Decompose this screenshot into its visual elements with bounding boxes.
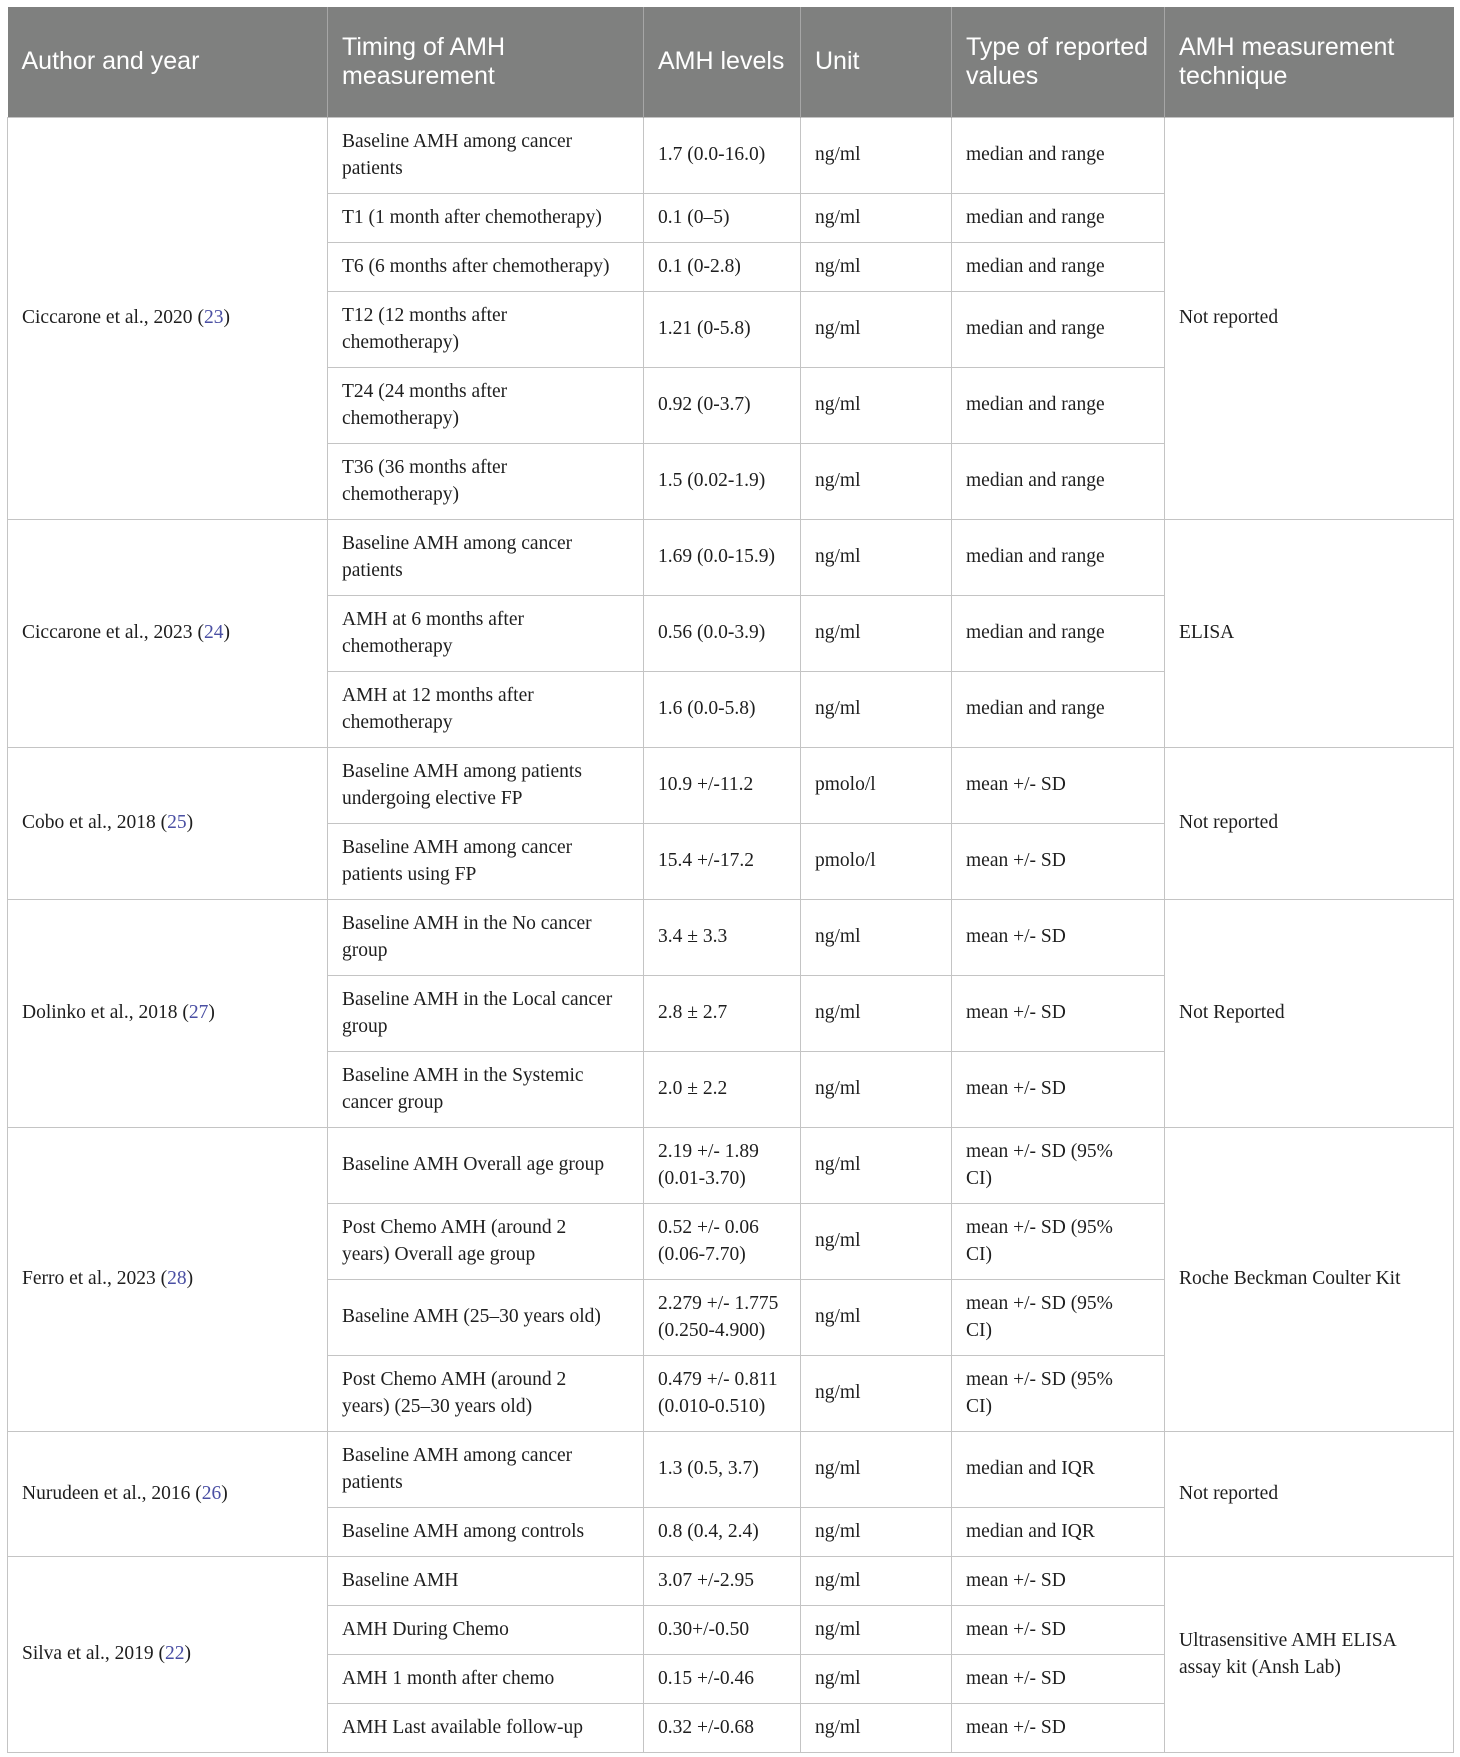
amh-levels-cell: 1.69 (0.0-15.9)	[644, 519, 801, 595]
unit-cell: ng/ml	[801, 1279, 952, 1355]
author-cell: Silva et al., 2019 (22)	[8, 1556, 328, 1752]
amh-table	[7, 7, 1454, 1753]
timing-cell: Post Chemo AMH (around 2 years) Overall age group	[328, 1203, 644, 1279]
reference-link[interactable]: 27	[188, 1002, 209, 1024]
unit-cell: ng/ml	[801, 1507, 952, 1556]
timing-cell: AMH at 6 months after chemotherapy	[328, 595, 644, 671]
value-type-cell: median and range	[952, 671, 1165, 747]
amh-levels-cell: 0.30+/-0.50	[644, 1605, 801, 1654]
amh-levels-cell: 2.279 +/- 1.775 (0.250-4.900)	[644, 1279, 801, 1355]
author-name: Silva et al., 2019	[22, 1643, 154, 1665]
timing-cell: AMH 1 month after chemo	[328, 1654, 644, 1703]
value-type-cell: median and range	[952, 291, 1165, 367]
amh-levels-cell: 3.07 +/-2.95	[644, 1556, 801, 1605]
amh-levels-cell: 0.15 +/-0.46	[644, 1654, 801, 1703]
timing-cell: Baseline AMH in the Local cancer group	[328, 975, 644, 1051]
value-type-cell: mean +/- SD	[952, 1654, 1165, 1703]
technique-cell: Not reported	[1165, 1431, 1454, 1556]
author-name: Dolinko et al., 2018	[22, 1002, 178, 1024]
technique-cell: ELISA	[1165, 519, 1454, 747]
timing-cell: AMH During Chemo	[328, 1605, 644, 1654]
table-row	[8, 1127, 1454, 1203]
table-row	[8, 117, 1454, 193]
amh-levels-cell: 3.4 ± 3.3	[644, 899, 801, 975]
unit-cell: ng/ml	[801, 242, 952, 291]
value-type-cell: mean +/- SD	[952, 899, 1165, 975]
value-type-cell: median and range	[952, 193, 1165, 242]
unit-cell: ng/ml	[801, 1654, 952, 1703]
value-type-cell: mean +/- SD	[952, 1703, 1165, 1752]
unit-cell: ng/ml	[801, 1203, 952, 1279]
unit-cell: ng/ml	[801, 519, 952, 595]
timing-cell: Baseline AMH among cancer patients using FP	[328, 823, 644, 899]
unit-cell: ng/ml	[801, 1051, 952, 1127]
unit-cell: ng/ml	[801, 671, 952, 747]
author-cell: Cobo et al., 2018 (25)	[8, 747, 328, 899]
timing-cell: AMH at 12 months after chemotherapy	[328, 671, 644, 747]
value-type-cell: mean +/- SD	[952, 1556, 1165, 1605]
value-type-cell: mean +/- SD	[952, 975, 1165, 1051]
header-row	[8, 7, 1454, 117]
author-cell: Ciccarone et al., 2020 (23)	[8, 117, 328, 519]
timing-cell: Baseline AMH (25–30 years old)	[328, 1279, 644, 1355]
timing-cell: AMH Last available follow-up	[328, 1703, 644, 1752]
amh-levels-cell: 0.479 +/- 0.811 (0.010-0.510)	[644, 1355, 801, 1431]
author-name: Ciccarone et al., 2023	[22, 622, 193, 644]
unit-cell: pmolo/l	[801, 823, 952, 899]
value-type-cell: mean +/- SD	[952, 747, 1165, 823]
technique-cell: Roche Beckman Coulter Kit	[1165, 1127, 1454, 1431]
unit-cell: ng/ml	[801, 1556, 952, 1605]
timing-cell: Post Chemo AMH (around 2 years) (25–30 years old)	[328, 1355, 644, 1431]
amh-levels-cell: 0.8 (0.4, 2.4)	[644, 1507, 801, 1556]
amh-levels-cell: 0.56 (0.0-3.9)	[644, 595, 801, 671]
table-body	[8, 117, 1454, 1752]
value-type-cell: median and IQR	[952, 1431, 1165, 1507]
unit-cell: pmolo/l	[801, 747, 952, 823]
value-type-cell: median and range	[952, 117, 1165, 193]
timing-cell: Baseline AMH	[328, 1556, 644, 1605]
value-type-cell: mean +/- SD	[952, 1051, 1165, 1127]
timing-cell: Baseline AMH among patients undergoing elective FP	[328, 747, 644, 823]
value-type-cell: median and IQR	[952, 1507, 1165, 1556]
timing-cell: T6 (6 months after chemotherapy)	[328, 242, 644, 291]
amh-levels-cell: 1.5 (0.02-1.9)	[644, 443, 801, 519]
amh-levels-cell: 1.21 (0-5.8)	[644, 291, 801, 367]
unit-cell: ng/ml	[801, 1355, 952, 1431]
technique-cell: Not reported	[1165, 747, 1454, 899]
unit-cell: ng/ml	[801, 443, 952, 519]
amh-levels-cell: 0.1 (0–5)	[644, 193, 801, 242]
amh-levels-cell: 0.52 +/- 0.06 (0.06-7.70)	[644, 1203, 801, 1279]
value-type-cell: median and range	[952, 519, 1165, 595]
reference-link[interactable]: 24	[203, 622, 224, 644]
amh-levels-cell: 0.1 (0-2.8)	[644, 242, 801, 291]
unit-cell: ng/ml	[801, 117, 952, 193]
author-name: Nurudeen et al., 2016	[22, 1482, 191, 1504]
timing-cell: T1 (1 month after chemotherapy)	[328, 193, 644, 242]
table-row	[8, 519, 1454, 595]
timing-cell: T24 (24 months after chemotherapy)	[328, 367, 644, 443]
unit-cell: ng/ml	[801, 1431, 952, 1507]
timing-cell: Baseline AMH among cancer patients	[328, 117, 644, 193]
unit-cell: ng/ml	[801, 1605, 952, 1654]
amh-levels-cell: 2.8 ± 2.7	[644, 975, 801, 1051]
table-row	[8, 747, 1454, 823]
reference-link[interactable]: 23	[203, 307, 224, 329]
value-type-cell: median and range	[952, 242, 1165, 291]
value-type-cell: mean +/- SD (95% CI)	[952, 1127, 1165, 1203]
header-author: Author and year	[8, 7, 328, 117]
amh-levels-cell: 2.0 ± 2.2	[644, 1051, 801, 1127]
timing-cell: Baseline AMH among cancer patients	[328, 519, 644, 595]
unit-cell: ng/ml	[801, 193, 952, 242]
amh-levels-cell: 1.7 (0.0-16.0)	[644, 117, 801, 193]
timing-cell: Baseline AMH among cancer patients	[328, 1431, 644, 1507]
value-type-cell: mean +/- SD (95% CI)	[952, 1203, 1165, 1279]
unit-cell: ng/ml	[801, 291, 952, 367]
value-type-cell: median and range	[952, 443, 1165, 519]
timing-cell: T36 (36 months after chemotherapy)	[328, 443, 644, 519]
value-type-cell: mean +/- SD	[952, 1605, 1165, 1654]
timing-cell: Baseline AMH in the Systemic cancer group	[328, 1051, 644, 1127]
table-row	[8, 1431, 1454, 1507]
amh-levels-cell: 0.92 (0-3.7)	[644, 367, 801, 443]
reference-link[interactable]: 22	[164, 1643, 185, 1665]
unit-cell: ng/ml	[801, 1127, 952, 1203]
amh-levels-cell: 1.6 (0.0-5.8)	[644, 671, 801, 747]
timing-cell: T12 (12 months after chemotherapy)	[328, 291, 644, 367]
header-levels: AMH levels	[644, 7, 801, 117]
amh-levels-cell: 2.19 +/- 1.89 (0.01-3.70)	[644, 1127, 801, 1203]
author-name: Ciccarone et al., 2020	[22, 307, 193, 329]
timing-cell: Baseline AMH among controls	[328, 1507, 644, 1556]
header-type: Type of reported values	[952, 7, 1165, 117]
timing-cell: Baseline AMH Overall age group	[328, 1127, 644, 1203]
amh-levels-cell: 10.9 +/-11.2	[644, 747, 801, 823]
reference-link[interactable]: 26	[201, 1482, 222, 1504]
amh-levels-cell: 15.4 +/-17.2	[644, 823, 801, 899]
author-cell: Dolinko et al., 2018 (27)	[8, 899, 328, 1127]
author-cell: Nurudeen et al., 2016 (26)	[8, 1431, 328, 1556]
table-row	[8, 899, 1454, 975]
value-type-cell: mean +/- SD (95% CI)	[952, 1355, 1165, 1431]
unit-cell: ng/ml	[801, 975, 952, 1051]
technique-cell: Ultrasensitive AMH ELISA assay kit (Ansh Lab)	[1165, 1556, 1454, 1752]
table-row	[8, 1556, 1454, 1605]
author-name: Ferro et al., 2023	[22, 1268, 156, 1290]
timing-cell: Baseline AMH in the No cancer group	[328, 899, 644, 975]
unit-cell: ng/ml	[801, 1703, 952, 1752]
reference-link[interactable]: 28	[167, 1268, 187, 1290]
author-cell: Ciccarone et al., 2023 (24)	[8, 519, 328, 747]
value-type-cell: median and range	[952, 595, 1165, 671]
value-type-cell: mean +/- SD (95% CI)	[952, 1279, 1165, 1355]
value-type-cell: median and range	[952, 367, 1165, 443]
amh-levels-cell: 1.3 (0.5, 3.7)	[644, 1431, 801, 1507]
technique-cell: Not reported	[1165, 117, 1454, 519]
unit-cell: ng/ml	[801, 899, 952, 975]
unit-cell: ng/ml	[801, 595, 952, 671]
value-type-cell: mean +/- SD	[952, 823, 1165, 899]
header-timing: Timing of AMH measurement	[328, 7, 644, 117]
author-cell: Ferro et al., 2023 (28)	[8, 1127, 328, 1431]
amh-levels-cell: 0.32 +/-0.68	[644, 1703, 801, 1752]
unit-cell: ng/ml	[801, 367, 952, 443]
technique-cell: Not Reported	[1165, 899, 1454, 1127]
header-unit: Unit	[801, 7, 952, 117]
header-technique: AMH measurement technique	[1165, 7, 1454, 117]
author-name: Cobo et al., 2018	[22, 812, 156, 834]
reference-link[interactable]: 25	[167, 812, 187, 834]
